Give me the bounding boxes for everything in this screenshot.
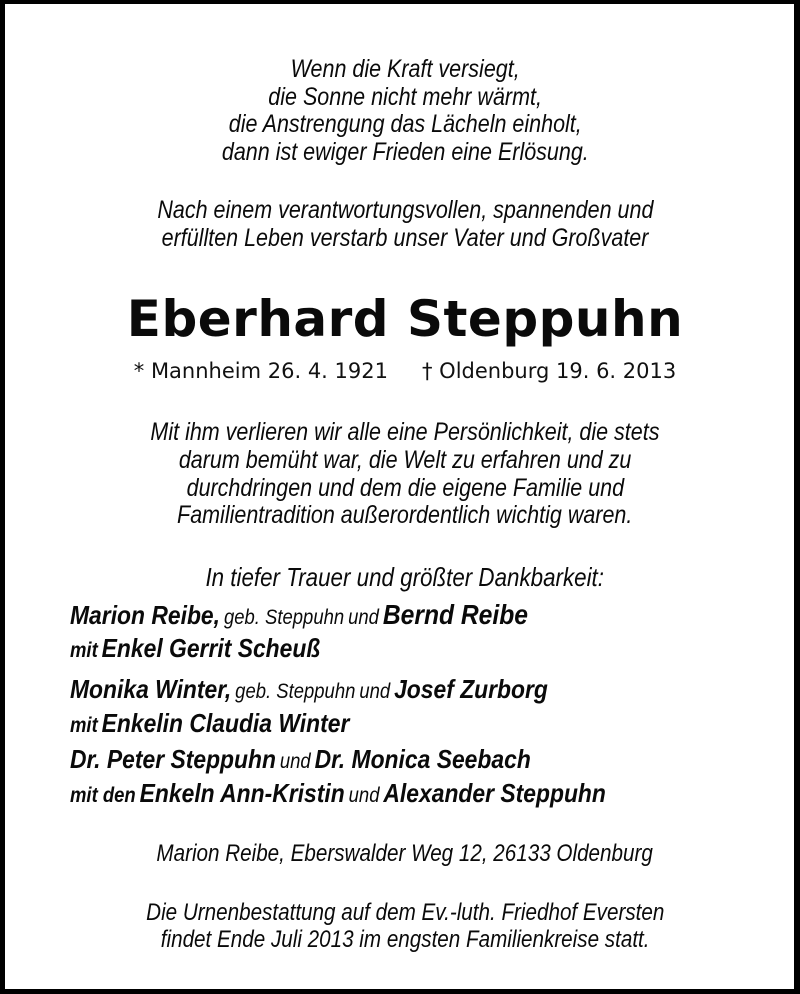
poem-line: Wenn die Kraft versiegt, [290, 55, 520, 83]
tribute-line: durchdringen und dem die eigene Familie und [186, 474, 624, 502]
tribute-line: Mit ihm verlieren wir alle eine Persönlichkeit, die stets [150, 418, 660, 446]
mourner-line: Monika Winter, geb. Steppuhn und Josef Zurborg [70, 674, 548, 704]
life-dates [5, 361, 800, 382]
mourner-line: mit Enkel Gerrit Scheuß [70, 633, 321, 663]
tribute-line: darum bemüht war, die Welt zu erfahren und zu [178, 446, 632, 474]
mourner-line: mit den Enkeln Ann-Kristin und Alexander Steppuhn [70, 778, 606, 808]
tribute-line: Familientradition außerordentlich wichtig waren. [177, 501, 633, 529]
burial-line: Die Urnenbestattung auf dem Ev.-luth. Friedhof Eversten [145, 899, 665, 926]
intro-line: erfüllten Leben verstarb unser Vater und Großvater [161, 224, 649, 252]
burial-line: findet Ende Juli 2013 im engsten Familienkreise statt. [160, 926, 650, 953]
mourner-line: Marion Reibe, geb. Steppuhn und Bernd Reibe [70, 599, 528, 630]
death-date: † Oldenburg 19. 6. 2013 [421, 359, 677, 383]
mourning-heading: In tiefer Trauer und größter Dankbarkeit: [205, 562, 605, 592]
poem-line: dann ist ewiger Frieden eine Erlösung. [221, 138, 589, 166]
poem-line: die Sonne nicht mehr wärmt, [268, 83, 542, 111]
intro-line: Nach einem verantwortungsvollen, spannenden und [156, 196, 654, 224]
mourner-line: Dr. Peter Steppuhn und Dr. Monica Seebach [70, 744, 531, 774]
contact-address: Marion Reibe, Eberswalder Weg 12, 26133 Oldenburg [156, 840, 654, 867]
birth-date: * Mannheim 26. 4. 1921 [133, 359, 388, 383]
poem-line: die Anstrengung das Lächeln einholt, [228, 110, 582, 138]
deceased-name: Eberhard Steppuhn [126, 290, 684, 348]
mourner-line: mit Enkelin Claudia Winter [70, 708, 350, 738]
